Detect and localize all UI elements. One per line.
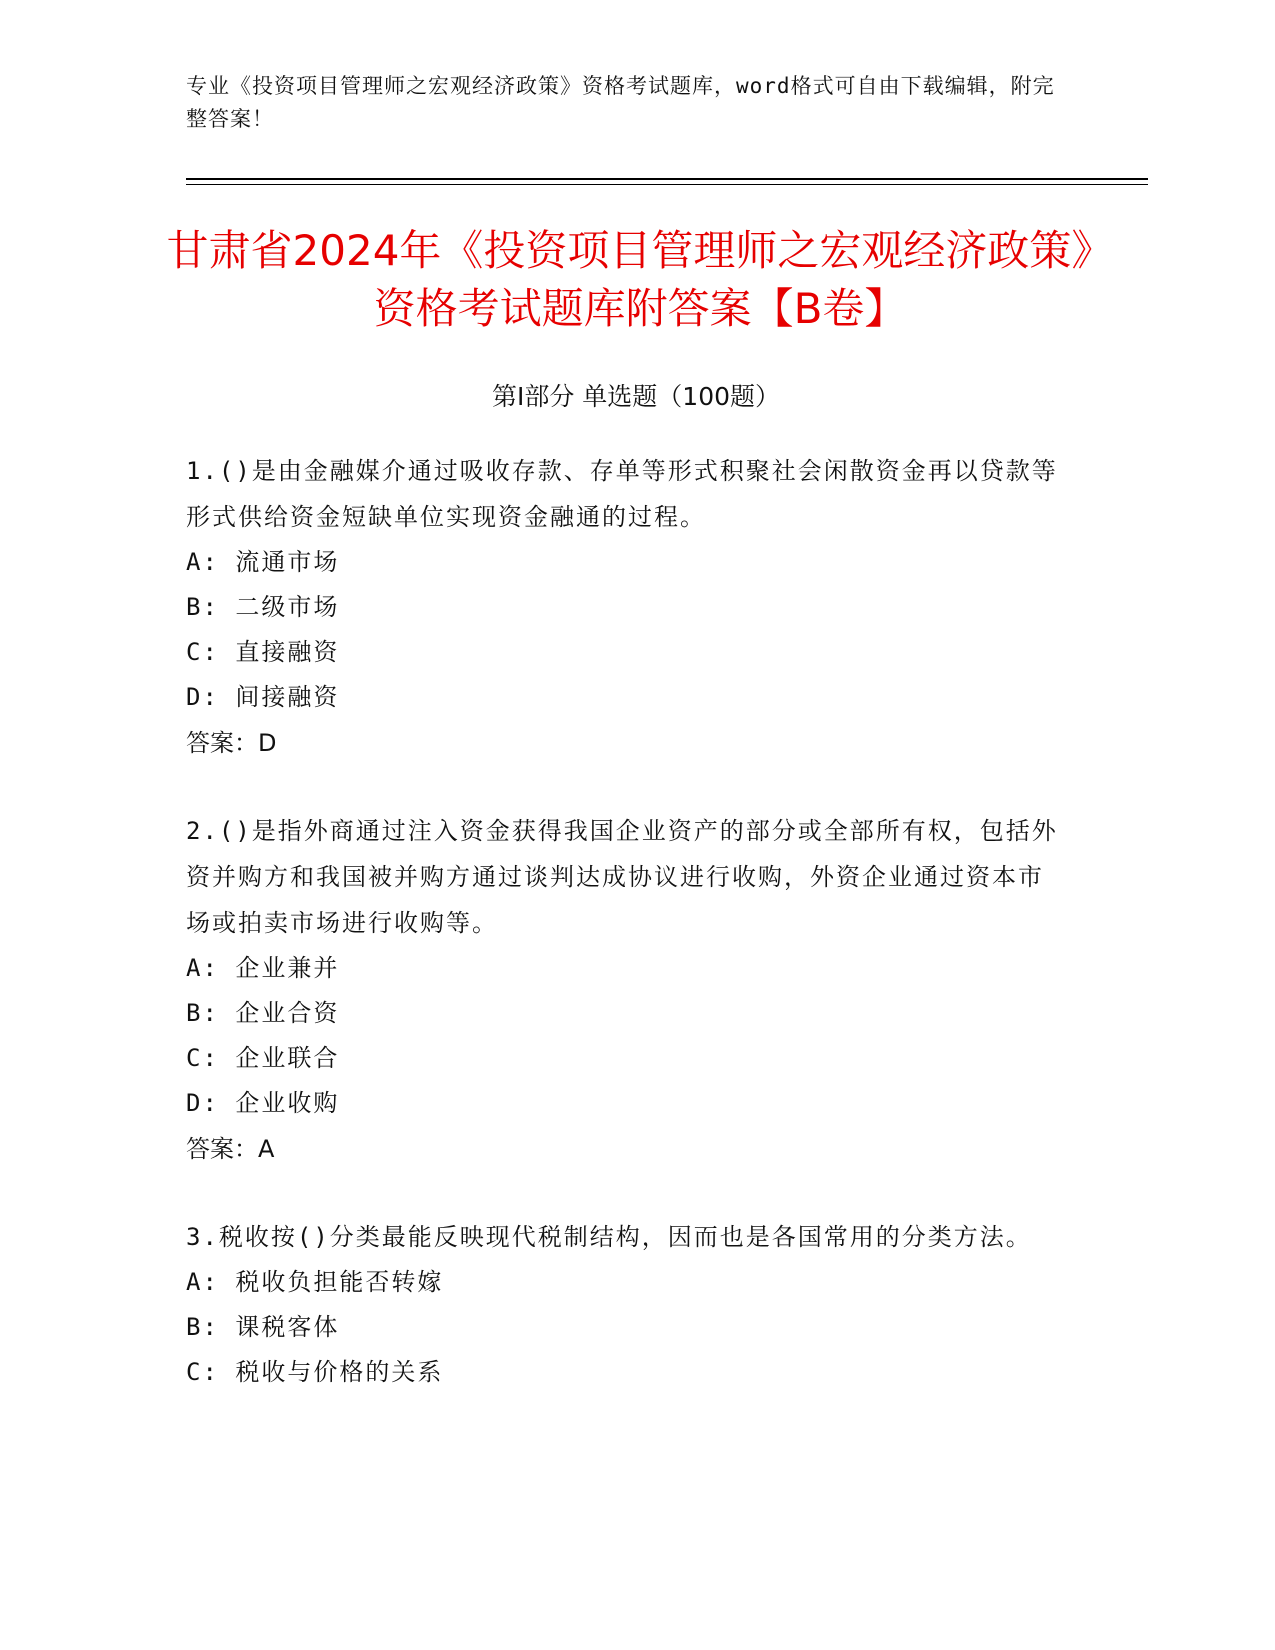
option-a: A: 税收负担能否转嫁: [186, 1268, 444, 1296]
header-note: 专业《投资项目管理师之宏观经济政策》资格考试题库，word格式可自由下载编辑，附完整答案！: [186, 74, 1055, 131]
option-a: A: 流通市场: [186, 548, 340, 576]
header-divider-thin: [186, 184, 1148, 185]
section-heading: 第I部分 单选题（100题）: [491, 382, 781, 411]
option-a: A: 企业兼并: [186, 954, 340, 982]
option-d: D: 间接融资: [186, 683, 340, 711]
question-stem: 3.税收按()分类最能反映现代税制结构，因而也是各国常用的分类方法。: [186, 1223, 1032, 1251]
question-1: [186, 448, 1066, 766]
option-b: B: 二级市场: [186, 593, 340, 621]
question-2: [186, 808, 1066, 1172]
answer: 答案：D: [186, 729, 277, 757]
option-b: B: 企业合资: [186, 999, 340, 1027]
option-c: C: 直接融资: [186, 638, 340, 666]
document-title: 甘肃省2024年《投资项目管理师之宏观经济政策》资格考试题库附答案【B卷】: [166, 226, 1114, 333]
answer: 答案：A: [186, 1135, 275, 1163]
question-stem: 1.()是由金融媒介通过吸收存款、存单等形式积聚社会闲散资金再以贷款等形式供给资金短缺单位实现资金融通的过程。: [186, 457, 1058, 531]
header-divider: [186, 178, 1148, 180]
question-stem: 2.()是指外商通过注入资金获得我国企业资产的部分或全部所有权，包括外资并购方和我国被并购方通过谈判达成协议进行收购，外资企业通过资本市场或拍卖市场进行收购等。: [186, 817, 1058, 937]
option-c: C: 企业联合: [186, 1044, 340, 1072]
question-3: [186, 1214, 1066, 1395]
option-d: D: 企业收购: [186, 1089, 340, 1117]
option-c: C: 税收与价格的关系: [186, 1358, 444, 1386]
option-b: B: 课税客体: [186, 1313, 340, 1341]
